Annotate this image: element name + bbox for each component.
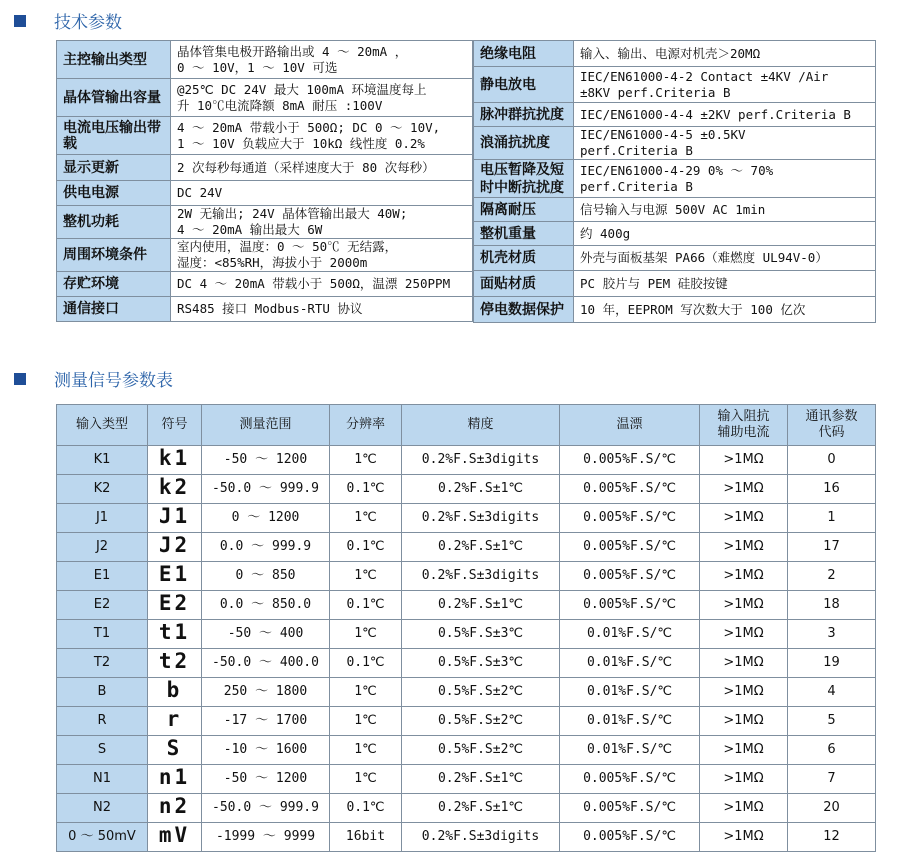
meas-cell xyxy=(148,620,202,649)
meas-cell xyxy=(148,446,202,475)
spec-key: 停电数据保护 xyxy=(474,297,574,323)
meas-cell xyxy=(148,736,202,765)
spec-row xyxy=(57,181,473,206)
spec-value xyxy=(574,41,876,67)
meas-cell: 17 xyxy=(788,533,876,562)
spec-value xyxy=(574,67,876,103)
meas-cell: >1MΩ xyxy=(700,823,788,852)
spec-value-line: PC 胶片与 PEM 硅胶按键 xyxy=(580,275,728,291)
meas-row xyxy=(57,707,876,736)
segment-display-symbol: J2 xyxy=(158,533,191,557)
meas-cell: >1MΩ xyxy=(700,446,788,475)
meas-cell: 0 ～ 1200 xyxy=(202,504,330,533)
spec-row xyxy=(57,206,473,239)
meas-header-cell: 测量范围 xyxy=(202,405,330,446)
spec-value-line: 0 ～ 10V，1 ～ 10V 可选 xyxy=(177,59,338,75)
spec-value-line: 2W 无输出; 24V 晶体管输出最大 40W; xyxy=(177,206,408,221)
meas-cell: 0.01%F.S/℃ xyxy=(560,649,700,678)
spec-table-left xyxy=(56,40,473,322)
meas-cell: 0.2%F.S±1℃ xyxy=(402,591,560,620)
meas-cell: -10 ～ 1600 xyxy=(202,736,330,765)
meas-header-cell: 分辨率 xyxy=(330,405,402,446)
meas-cell: 0.01%F.S/℃ xyxy=(560,707,700,736)
meas-cell: K2 xyxy=(57,475,148,504)
spec-row xyxy=(474,103,876,127)
spec-value xyxy=(574,198,876,222)
meas-cell: 0.005%F.S/℃ xyxy=(560,562,700,591)
meas-cell: >1MΩ xyxy=(700,736,788,765)
spec-row xyxy=(474,271,876,297)
spec-row xyxy=(474,222,876,246)
meas-cell: 250 ～ 1800 xyxy=(202,678,330,707)
meas-header-cell: 精度 xyxy=(402,405,560,446)
meas-cell: 0.2%F.S±1℃ xyxy=(402,475,560,504)
spec-key: 周围环境条件 xyxy=(57,239,171,272)
meas-header-cell: 通讯参数代码 xyxy=(788,405,876,446)
meas-cell: 0 xyxy=(788,446,876,475)
spec-value-line: ±8KV perf.Criteria B xyxy=(580,84,731,100)
meas-cell: 0.5%F.S±2℃ xyxy=(402,707,560,736)
spec-value xyxy=(171,181,473,206)
spec-value-line: perf.Criteria B xyxy=(580,178,693,194)
spec-key: 存贮环境 xyxy=(57,272,171,297)
spec-value xyxy=(171,297,473,322)
meas-row xyxy=(57,620,876,649)
spec-row xyxy=(474,198,876,222)
meas-cell: 0.5%F.S±3℃ xyxy=(402,649,560,678)
spec-value xyxy=(171,79,473,117)
spec-row xyxy=(57,41,473,79)
meas-cell: >1MΩ xyxy=(700,794,788,823)
meas-cell: 0.005%F.S/℃ xyxy=(560,504,700,533)
spec-value-line: 湿度：<85%RH，海拔小于 2000m xyxy=(177,255,368,270)
meas-cell: E1 xyxy=(57,562,148,591)
spec-value-line: IEC/EN61000-4-4 ±2KV perf.Criteria B xyxy=(580,106,851,122)
spec-value-line: 2 次每秒每通道（采样速度大于 80 次每秒） xyxy=(177,159,435,175)
spec-key: 显示更新 xyxy=(57,155,171,181)
meas-cell: 0.2%F.S±3digits xyxy=(402,446,560,475)
meas-cell: 0.2%F.S±1℃ xyxy=(402,533,560,562)
meas-cell: >1MΩ xyxy=(700,562,788,591)
spec-value-line: @25℃ DC 24V 最大 100mA 环境温度每上 xyxy=(177,81,427,97)
meas-cell: -50 ～ 1200 xyxy=(202,765,330,794)
meas-row xyxy=(57,475,876,504)
spec-value-line: IEC/EN61000-4-5 ±0.5KV xyxy=(580,127,746,142)
spec-row xyxy=(57,117,473,155)
spec-value xyxy=(171,117,473,155)
spec-value-line: 4 ～ 20mA 输出最大 6W xyxy=(177,222,323,237)
meas-cell: R xyxy=(57,707,148,736)
meas-cell: >1MΩ xyxy=(700,591,788,620)
spec-value xyxy=(574,160,876,198)
spec-key: 供电电源 xyxy=(57,181,171,206)
spec-key: 整机重量 xyxy=(474,222,574,246)
spec-key: 浪涌抗扰度 xyxy=(474,127,574,160)
meas-cell: 0.01%F.S/℃ xyxy=(560,620,700,649)
meas-cell: 0.2%F.S±3digits xyxy=(402,504,560,533)
meas-cell: 0.005%F.S/℃ xyxy=(560,446,700,475)
meas-cell: N2 xyxy=(57,794,148,823)
spec-value-line: DC 4 ～ 20mA 带载小于 500Ω，温漂 250PPM xyxy=(177,276,451,291)
spec-value xyxy=(574,271,876,297)
spec-value-line: 约 400g xyxy=(580,225,631,241)
meas-row xyxy=(57,591,876,620)
meas-cell: 12 xyxy=(788,823,876,852)
spec-value xyxy=(574,222,876,246)
segment-display-symbol: mV xyxy=(158,823,191,847)
meas-cell: 0.01%F.S/℃ xyxy=(560,678,700,707)
meas-cell xyxy=(148,591,202,620)
meas-cell: 1℃ xyxy=(330,678,402,707)
meas-cell: 1℃ xyxy=(330,736,402,765)
meas-cell: 0.1℃ xyxy=(330,794,402,823)
meas-cell: 6 xyxy=(788,736,876,765)
meas-cell: 0.005%F.S/℃ xyxy=(560,823,700,852)
spec-value xyxy=(574,297,876,323)
spec-key: 电流电压输出带载 xyxy=(57,117,171,155)
meas-cell xyxy=(148,504,202,533)
spec-value xyxy=(574,103,876,127)
spec-row xyxy=(57,272,473,297)
spec-value-line: 升 10℃电流降额 8mA 耐压 :100V xyxy=(177,97,383,113)
meas-cell: 0.1℃ xyxy=(330,475,402,504)
meas-cell: 0 ～ 50mV xyxy=(57,823,148,852)
spec-row xyxy=(57,155,473,181)
spec-key: 晶体管输出容量 xyxy=(57,79,171,117)
spec-row xyxy=(57,297,473,322)
square-bullet-icon xyxy=(14,373,26,385)
spec-key: 脉冲群抗扰度 xyxy=(474,103,574,127)
meas-cell: S xyxy=(57,736,148,765)
meas-row xyxy=(57,678,876,707)
spec-value xyxy=(171,41,473,79)
meas-cell xyxy=(148,794,202,823)
meas-cell: N1 xyxy=(57,765,148,794)
meas-cell: B xyxy=(57,678,148,707)
meas-cell: 1℃ xyxy=(330,765,402,794)
meas-cell: 20 xyxy=(788,794,876,823)
meas-cell xyxy=(148,823,202,852)
spec-table-right xyxy=(473,40,876,323)
segment-display-symbol: n1 xyxy=(158,765,191,789)
spec-key: 隔离耐压 xyxy=(474,198,574,222)
meas-cell: 16bit xyxy=(330,823,402,852)
spec-value xyxy=(171,272,473,297)
meas-cell: 0.005%F.S/℃ xyxy=(560,794,700,823)
segment-display-symbol: k1 xyxy=(158,446,191,470)
spec-value-line: perf.Criteria B xyxy=(580,143,693,158)
meas-row xyxy=(57,736,876,765)
segment-display-symbol: b xyxy=(166,678,183,702)
meas-cell: -1999 ～ 9999 xyxy=(202,823,330,852)
meas-cell xyxy=(148,562,202,591)
spec-row xyxy=(57,79,473,117)
meas-cell: 16 xyxy=(788,475,876,504)
meas-cell: 1 xyxy=(788,504,876,533)
spec-row xyxy=(474,127,876,160)
meas-cell: 2 xyxy=(788,562,876,591)
meas-cell: 0.1℃ xyxy=(330,649,402,678)
meas-cell: T2 xyxy=(57,649,148,678)
meas-cell xyxy=(148,707,202,736)
spec-value xyxy=(574,127,876,160)
meas-row xyxy=(57,504,876,533)
meas-cell: 0 ～ 850 xyxy=(202,562,330,591)
segment-display-symbol: n2 xyxy=(158,794,191,818)
meas-cell: 5 xyxy=(788,707,876,736)
meas-cell: -50 ～ 1200 xyxy=(202,446,330,475)
spec-key: 机壳材质 xyxy=(474,246,574,271)
meas-header-cell: 输入类型 xyxy=(57,405,148,446)
meas-cell: 0.005%F.S/℃ xyxy=(560,591,700,620)
meas-cell: -50 ～ 400 xyxy=(202,620,330,649)
segment-display-symbol: S xyxy=(166,736,183,760)
meas-cell xyxy=(148,533,202,562)
meas-cell: 18 xyxy=(788,591,876,620)
spec-row xyxy=(474,246,876,271)
spec-key: 绝缘电阻 xyxy=(474,41,574,67)
meas-cell: 0.5%F.S±3℃ xyxy=(402,620,560,649)
spec-row xyxy=(474,297,876,323)
meas-cell: 0.005%F.S/℃ xyxy=(560,533,700,562)
meas-cell xyxy=(148,475,202,504)
meas-cell: -17 ～ 1700 xyxy=(202,707,330,736)
segment-display-symbol: k2 xyxy=(158,475,191,499)
meas-cell xyxy=(148,649,202,678)
spec-key: 通信接口 xyxy=(57,297,171,322)
meas-cell: >1MΩ xyxy=(700,533,788,562)
spec-key: 电压暂降及短时中断抗扰度 xyxy=(474,160,574,198)
segment-display-symbol: E2 xyxy=(158,591,191,615)
meas-cell: 0.2%F.S±3digits xyxy=(402,823,560,852)
meas-cell: 1℃ xyxy=(330,446,402,475)
meas-cell: 0.2%F.S±1℃ xyxy=(402,765,560,794)
square-bullet-icon xyxy=(14,15,26,27)
segment-display-symbol: t2 xyxy=(158,649,191,673)
meas-cell: 0.0 ～ 850.0 xyxy=(202,591,330,620)
meas-cell: >1MΩ xyxy=(700,765,788,794)
meas-cell: -50.0 ～ 999.9 xyxy=(202,475,330,504)
section-title-measure xyxy=(14,366,173,391)
spec-value-line: IEC/EN61000-4-29 0% ～ 70% xyxy=(580,162,774,178)
meas-cell: -50.0 ～ 999.9 xyxy=(202,794,330,823)
spec-value-line: 信号输入与电源 500V AC 1min xyxy=(580,201,766,217)
meas-cell: 4 xyxy=(788,678,876,707)
meas-row xyxy=(57,823,876,852)
meas-cell xyxy=(148,678,202,707)
meas-cell: >1MΩ xyxy=(700,707,788,736)
meas-cell: J2 xyxy=(57,533,148,562)
meas-cell: 19 xyxy=(788,649,876,678)
spec-row xyxy=(474,160,876,198)
meas-cell: T1 xyxy=(57,620,148,649)
meas-header-cell: 温漂 xyxy=(560,405,700,446)
meas-cell: 0.0 ～ 999.9 xyxy=(202,533,330,562)
meas-cell: 0.2%F.S±3digits xyxy=(402,562,560,591)
meas-cell: 0.5%F.S±2℃ xyxy=(402,736,560,765)
section-title-text: 测量信号参数表 xyxy=(54,371,173,391)
meas-header-cell: 符号 xyxy=(148,405,202,446)
spec-key: 面贴材质 xyxy=(474,271,574,297)
meas-cell: 0.2%F.S±1℃ xyxy=(402,794,560,823)
meas-cell: 1℃ xyxy=(330,562,402,591)
meas-cell: >1MΩ xyxy=(700,475,788,504)
meas-cell xyxy=(148,765,202,794)
spec-key: 主控输出类型 xyxy=(57,41,171,79)
spec-value-line: IEC/EN61000-4-2 Contact ±4KV /Air xyxy=(580,68,829,84)
meas-cell: >1MΩ xyxy=(700,678,788,707)
spec-value xyxy=(171,155,473,181)
meas-row xyxy=(57,562,876,591)
spec-value xyxy=(171,239,473,272)
meas-row xyxy=(57,446,876,475)
meas-row xyxy=(57,533,876,562)
spec-value-line: 晶体管集电极开路输出或 4 ～ 20mA ， xyxy=(177,43,408,59)
meas-cell: 1℃ xyxy=(330,504,402,533)
meas-cell: 0.005%F.S/℃ xyxy=(560,475,700,504)
section-title-tech xyxy=(14,8,122,33)
spec-value-line: 输入、输出、电源对机壳＞20MΩ xyxy=(580,45,761,61)
spec-row xyxy=(474,67,876,103)
meas-header-cell: 输入阻抗辅助电流 xyxy=(700,405,788,446)
spec-value xyxy=(171,206,473,239)
segment-display-symbol: E1 xyxy=(158,562,191,586)
spec-key: 静电放电 xyxy=(474,67,574,103)
spec-value-line: 1 ～ 10V 负载应大于 10kΩ 线性度 0.2% xyxy=(177,135,425,151)
spec-key: 整机功耗 xyxy=(57,206,171,239)
meas-cell: >1MΩ xyxy=(700,620,788,649)
meas-cell: >1MΩ xyxy=(700,504,788,533)
meas-cell: >1MΩ xyxy=(700,649,788,678)
meas-cell: 7 xyxy=(788,765,876,794)
meas-cell: E2 xyxy=(57,591,148,620)
measurement-table xyxy=(56,404,876,852)
meas-cell: K1 xyxy=(57,446,148,475)
meas-cell: 0.01%F.S/℃ xyxy=(560,736,700,765)
spec-row xyxy=(474,41,876,67)
segment-display-symbol: J1 xyxy=(158,504,191,528)
meas-cell: 0.005%F.S/℃ xyxy=(560,765,700,794)
meas-cell: -50.0 ～ 400.0 xyxy=(202,649,330,678)
meas-cell: 0.5%F.S±2℃ xyxy=(402,678,560,707)
spec-value-line: 室内使用，温度：0 ～ 50℃ 无结露， xyxy=(177,239,398,254)
meas-cell: J1 xyxy=(57,504,148,533)
meas-row xyxy=(57,649,876,678)
section-title-text: 技术参数 xyxy=(54,13,122,33)
meas-row xyxy=(57,794,876,823)
meas-cell: 0.1℃ xyxy=(330,591,402,620)
meas-cell: 1℃ xyxy=(330,707,402,736)
segment-display-symbol: t1 xyxy=(158,620,191,644)
meas-cell: 1℃ xyxy=(330,620,402,649)
spec-value-line: DC 24V xyxy=(177,185,223,200)
segment-display-symbol: r xyxy=(166,707,183,731)
spec-value-line: 10 年，EEPROM 写次数大于 100 亿次 xyxy=(580,301,806,317)
spec-value-line: 4 ～ 20mA 带载小于 500Ω; DC 0 ～ 10V, xyxy=(177,119,441,135)
spec-value xyxy=(574,246,876,271)
meas-cell: 0.1℃ xyxy=(330,533,402,562)
spec-value-line: RS485 接口 Modbus-RTU 协议 xyxy=(177,301,363,316)
meas-row xyxy=(57,765,876,794)
spec-row xyxy=(57,239,473,272)
spec-value-line: 外壳与面板基架 PA66（难燃度 UL94V-0） xyxy=(580,250,828,265)
meas-cell: 3 xyxy=(788,620,876,649)
